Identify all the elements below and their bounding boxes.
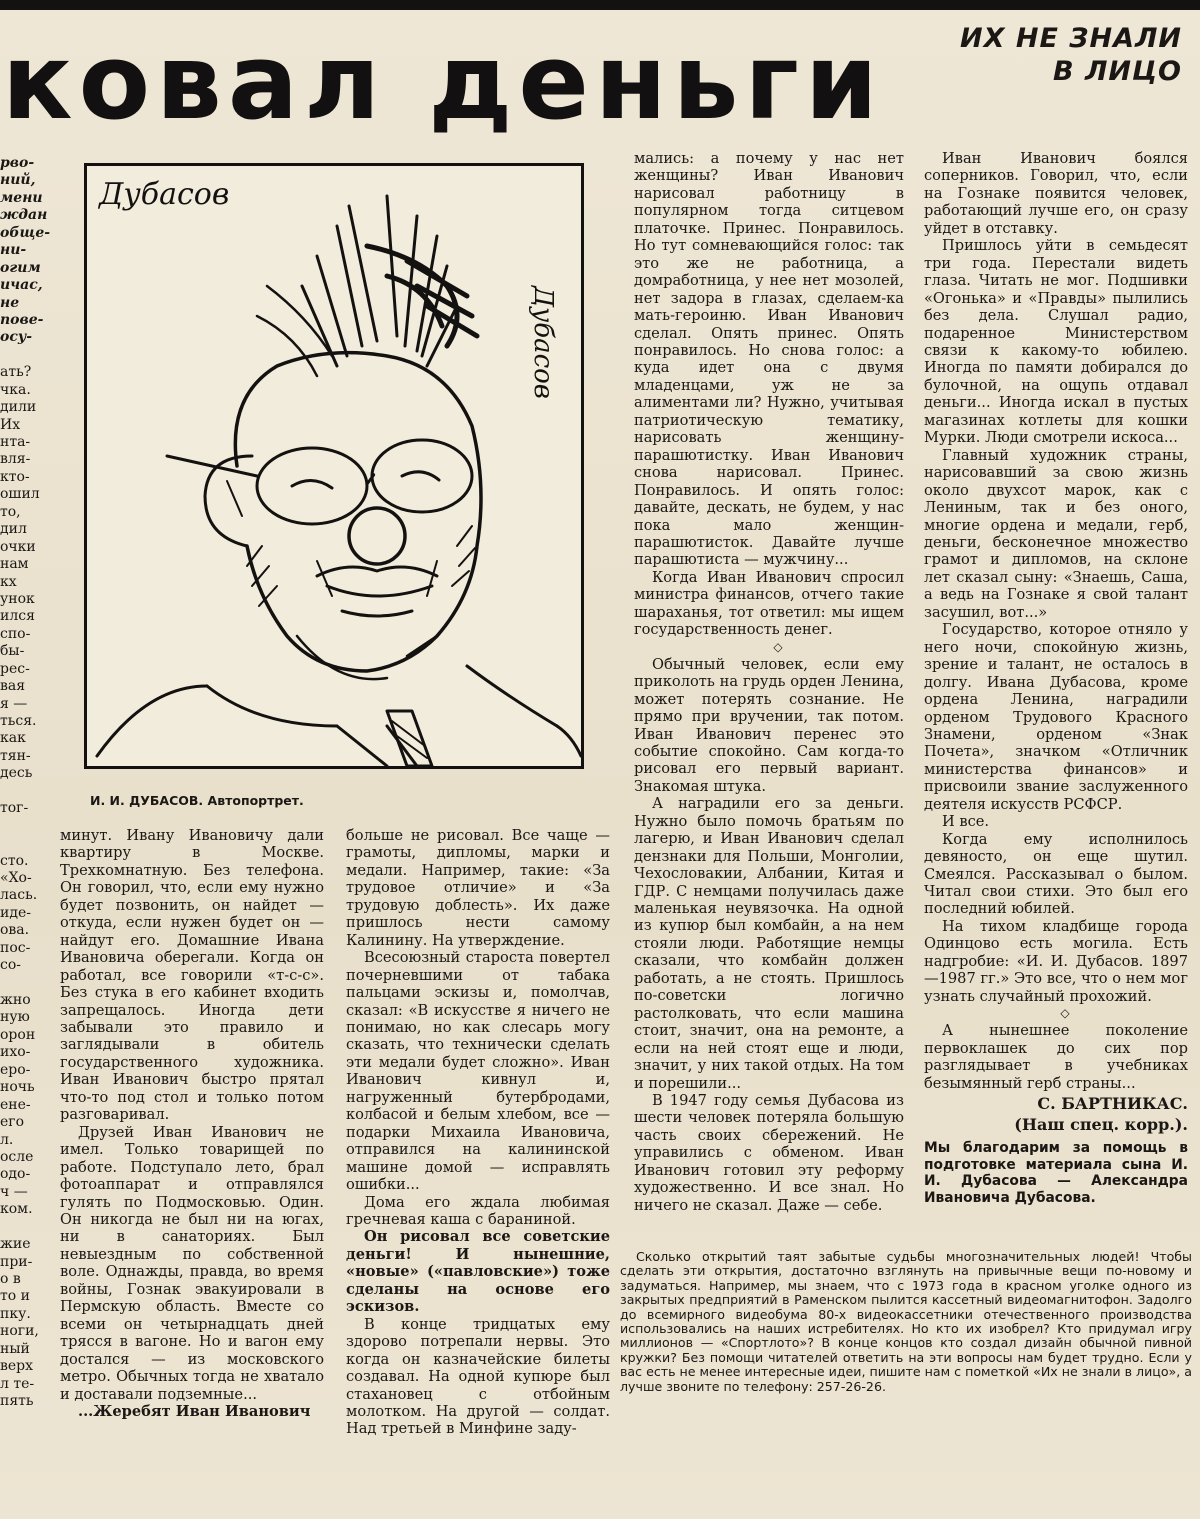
- edge-fragment: нта-: [0, 434, 31, 450]
- edge-fragment: ноги,: [0, 1323, 39, 1340]
- edge-fragment: орон: [0, 1026, 36, 1043]
- paragraph: больше не рисовал. Все чаще — грамоты, дипломы, марки и медали. Например, такие: «За трудовое отличие» и «За трудовую доблесть». Их даже пришлось нести самому Калинину. На утверждение.: [346, 827, 610, 949]
- rubric: [960, 22, 1182, 88]
- scribble-right: Дубасов: [528, 286, 558, 399]
- edge-fragment: тян-: [0, 747, 31, 764]
- paragraph: ...Жеребят Иван Иванович: [78, 1402, 311, 1420]
- footnote-text: Сколько открытий таят забытые судьбы многозначительных людей! Чтобы сделать эти открытия, достаточно взглянуть на привычные вещи по-новому и задуматься. Например, мы знаем, что с 1973 года в красном уголке одного из закрытых предприятий в Раменском пылится кассетный видеомагнитофон. Задолго до всемирного видеобума 80-х видеокассетники отечественного производства использовались на наших истребителях. Но кто их изобрел? Кто придумал игру миллионов — «Спортлото»? В конце концов кто создал дизайн обычной пивной кружки? Без помощи читателей ответить на эти вопросы нам будет трудно. Если у вас есть не менее интересные идеи, пишите нам с пометкой «Их не знали в лицо», а лучше звоните по телефону: 257-26-26.: [620, 1249, 1192, 1394]
- edge-fragment: иде-: [0, 904, 31, 921]
- edge-fragment: спо-: [0, 625, 31, 642]
- edge-fragment: то,: [0, 503, 21, 520]
- edge-fragment: ичас,: [0, 277, 43, 294]
- edge-fragment: то и: [0, 1288, 30, 1305]
- edge-fragment: [0, 975, 40, 992]
- paragraph: Государство, которое отняло у него ночи, спокойную жизнь, зрение и талант, не осталось в долгу. Ивана Дубасова, кроме ордена Ленина, наградили орденом Трудового Красного Знамени, орденом «Знак Почета», значком «Отличник министерства финансов» и присвоили звание заслуженного деятеля искусств РСФСР.: [924, 621, 1188, 813]
- edge-fragment: ни-: [0, 242, 27, 259]
- paragraph: А наградили его за деньги. Нужно было помочь братьям по лагерю, и Иван Иванович сделал дензнаки для Польши, Монголии, Чехословакии, Албании, Китая и ГДР. С немцами получилась даже маленькая неувязочка. На одной из купюр был комбайн, а на нем стояли люди. Работящие немцы сказали, что комбайн должен работать, а не стоять. Пришлось по-советски логично растолковать, что если машина стоит, значит, она на ремонте, а если на ней стоят еще и люди, значит, у них такой отдых. На том и порешили...: [634, 795, 904, 1092]
- edge-fragment: еро-: [0, 1061, 31, 1078]
- edge-fragment: не: [0, 294, 20, 311]
- edge-fragment: ный: [0, 1340, 30, 1357]
- paragraph: И все.: [942, 813, 990, 831]
- edge-fragment: одо-: [0, 1166, 31, 1183]
- portrait-sketch: [87, 166, 581, 766]
- edge-fragment: л те-: [0, 1375, 35, 1392]
- paragraph: Друзей Иван Иванович не имел. Только товарищей по работе. Подступало лето, брал фотоаппарат и отправлялся гулять по Подмосковью. Один. Он никогда не был ни на югах, ни в санаториях. Был невыездным по собственной воле. Однажды, правда, во время войны, Гознак эвакуировали в Пермскую область. Вместе со всеми он четырнадцать дней трясся в вагоне. Но и вагон ему достался — из московского метро. Обычных тогда не хватало и доставали подземные...: [60, 1123, 324, 1403]
- paragraph: А нынешнее поколение первоклашек до сих пор разглядывает в учебниках безымянный герб страны...: [924, 1022, 1188, 1092]
- edge-fragment: обще-: [0, 224, 51, 241]
- edge-fragment: верх: [0, 1358, 34, 1375]
- paragraph: Иван Иванович боялся соперников. Говорил, что, если на Гознаке появится человек, работающий лучше его, он сразу уйдет в отставку.: [924, 150, 1188, 237]
- edge-fragment: огим: [0, 259, 41, 276]
- edge-fragment: тог-: [0, 800, 29, 817]
- edge-fragment: ком.: [0, 1201, 33, 1218]
- edge-fragment: [0, 835, 40, 852]
- author-role: (Наш спец. корр.).: [1014, 1115, 1188, 1135]
- edge-fragment: десь: [0, 765, 33, 782]
- edge-fragment: [0, 783, 40, 800]
- edge-fragment: пос-: [0, 939, 31, 956]
- rubric-line-1: ИХ НЕ ЗНАЛИ: [960, 23, 1182, 54]
- edge-fragment: ошил: [0, 486, 40, 503]
- edge-fragment: осле: [0, 1148, 34, 1165]
- paragraph: Главный художник страны, нарисовавший за свою жизнь около двухсот марок, как с Лениным, так и без оного, многие ордена и медали, герб, деньги, бесконечное множество грамот и дипломов, на склоне лет сказал сыну: «Знаешь, Саша, а ведь на Гознаке я свой талант засушил, вот...»: [924, 446, 1188, 621]
- edge-fragment: ч —: [0, 1183, 28, 1200]
- rubric-line-2: В ЛИЦО: [1052, 56, 1182, 87]
- edge-fragment: я —: [0, 695, 28, 712]
- edge-fragment: ждан: [0, 207, 48, 224]
- edge-fragment: енe-: [0, 1096, 31, 1113]
- paragraph: В 1947 году семья Дубасова из шести человек потеряла большую часть своих сбережений. Не управились с обменом. Иван Иванович готовил эту реформу художественно. И все знал. Но ничего не сказал. Даже — себе.: [634, 1092, 904, 1214]
- edge-fragment: со-: [0, 957, 21, 974]
- edge-fragment: вля-: [0, 451, 31, 468]
- edge-fragment: бы-: [0, 643, 25, 660]
- column-4: [924, 150, 1188, 1206]
- edge-fragment: о в: [0, 1271, 21, 1287]
- edge-fragment: ихо-: [0, 1044, 31, 1061]
- self-portrait-drawing: [84, 163, 584, 769]
- edge-fragment: ться.: [0, 713, 37, 729]
- edge-fragment: при-: [0, 1253, 33, 1270]
- paragraph: В конце тридцатых ему здорово потрепали нервы. Это когда он казначейские билеты создавал. На одной купюре был стахановец с отбойным молотком. На другой — солдат. Над третьей в Минфине заду-: [346, 1315, 610, 1438]
- author-name: С. БАРТНИКАС.: [1037, 1094, 1188, 1114]
- paragraph: Всесоюзный староста повертел почерневшими от табака пальцами эскизы и, помолчав, сказал: «В искусстве я ничего не понимаю, но как слесарь могу сказать, что технически сделать эти медали будет сложно». Иван Иванович кивнул и, нагруженный бутербродами, колбасой и белым хлебом, все — подарки Михаила Ивановича, отправился на калининской машине домой — исправлять ошибки...: [346, 949, 610, 1194]
- edge-fragment: рес-: [0, 660, 30, 677]
- editorial-footnote: [620, 1250, 1192, 1394]
- edge-fragment: вая: [0, 678, 26, 695]
- edge-fragment: пове-: [0, 311, 44, 328]
- edge-fragment: осу-: [0, 329, 33, 346]
- edge-fragment: мени: [0, 189, 43, 206]
- edge-fragment: ную: [0, 1009, 30, 1026]
- edge-fragment: ова.: [0, 922, 30, 939]
- edge-fragment: [0, 818, 40, 835]
- acknowledgement: Мы благодарим за помощь в подготовке материала сына И. И. Дубасова — Александра Ивановича Дубасова.: [924, 1140, 1188, 1206]
- edge-fragment: унок: [0, 590, 35, 607]
- edge-fragment: ний,: [0, 172, 36, 189]
- edge-fragment: жно: [0, 992, 31, 1008]
- edge-fragment: его: [0, 1114, 25, 1131]
- edge-fragment: л.: [0, 1131, 14, 1148]
- paragraph: Дома его ждала любимая гречневая каша с бараниной.: [346, 1193, 610, 1228]
- paragraph: Когда Иван Иванович спросил министра финансов, отчего такие шараханья, тот ответил: мы ищем государственность денег.: [634, 568, 904, 639]
- paragraph: Обычный человек, если ему приколоть на грудь орден Ленина, может потерять сознание. Не прямо при вручении, так потом. Иван Иванович перенес это событие спокойно. Сам когда-то рисовал его первый вариант. Знакомая штука.: [634, 655, 904, 795]
- edge-fragment: пять: [0, 1393, 34, 1410]
- edge-fragment: очки: [0, 538, 36, 555]
- column-3: [634, 150, 904, 1214]
- edge-fragment: дил: [0, 521, 27, 538]
- edge-fragment: ился: [0, 608, 35, 625]
- edge-fragment: [0, 1219, 40, 1236]
- paragraph: мались: а почему у нас нет женщины? Иван Иванович нарисовал работницу в популярном тогда ситцевом платочке. Принес. Понравилось. Но тут сомневающийся голос: так это же не работница, а домработница, у нее нет мозолей, нет задора в глазах, сделаем-ка мать-героиню. Иван Иванович сделал. Опять принес. Опять понравилось. Но снова голос: а куда идет она с двумя младенцами, уж не за алиментами ли? Нужно, учитывая патриотическую тематику, нарисовать женщину-парашютистку. Иван Иванович снова нарисовал. Принес. Понравилось. И опять голос: давайте, дескать, не будем, у нас пока мало женщин-парашютисток. Давайте лучше парашютиста — мужчину...: [634, 150, 904, 569]
- cropped-left-column: [0, 155, 51, 1411]
- edge-fragment: сто.: [0, 852, 29, 869]
- portrait-caption: И. И. ДУБАСОВ. Автопортрет.: [90, 793, 304, 808]
- show-through-print: [590, 600, 622, 682]
- edge-fragment: [0, 347, 40, 364]
- paragraph: Когда ему исполнилось девяносто, он еще шутил. Смеялся. Рассказывал о былом. Читал свои стихи. Это был его последний юбилей.: [924, 830, 1188, 918]
- edge-fragment: «Хо-: [0, 869, 32, 886]
- edge-fragment: как: [0, 730, 26, 747]
- edge-fragment: рво-: [0, 155, 35, 171]
- section-divider: ◇: [1060, 1006, 1070, 1021]
- paragraph: минут. Ивану Ивановичу дали квартиру в Москве. Трехкомнатную. Без телефона. Он говорил, что, если ему нужно будет позвонить, он найдет — откуда, если нужен будет он — найдут его. Домашние Ивана Ивановича оберегали. Когда он работал, все говорили «т-с-с». Без стука в его кабинет входить запрещалось. Иногда дети забывали это правило и заглядывали в обитель государственного художника. Иван Иванович быстро прятал что-то под стол и только потом разговаривал.: [60, 827, 324, 1124]
- edge-fragment: ать?: [0, 364, 32, 381]
- edge-fragment: Их: [0, 416, 21, 433]
- edge-fragment: лась.: [0, 887, 38, 904]
- paragraph: Он рисовал все советские деньги! И нынешние, «новые» («павловские») тоже сделаны на основе его эскизов.: [346, 1228, 610, 1316]
- paragraph: На тихом кладбище города Одинцово есть могила. Есть надгробие: «И. И. Дубасов. 1897—1987 гг.» Это все, что о нем мог узнать случайный прохожий.: [924, 917, 1188, 1005]
- paragraph: Пришлось уйти в семьдесят три года. Перестали видеть глаза. Читать не мог. Подшивки «Огонька» и «Правды» пылились без дела. Слушал радио, подаренное Министерством связи к какому-то юбилею. Иногда по памяти добирался до булочной, на ощупь отдавал деньги... Иногда искал в пустых магазинах котлеты для кошки Мурки. Люди смотрели искоса...: [924, 237, 1188, 447]
- edge-fragment: нам: [0, 556, 29, 573]
- column-2: [346, 827, 610, 1438]
- edge-fragment: жие: [0, 1236, 31, 1253]
- scribble-top: Дубасов: [99, 177, 230, 212]
- section-divider: ◇: [773, 639, 783, 654]
- edge-fragment: кто-: [0, 468, 30, 485]
- edge-fragment: кх: [0, 573, 17, 590]
- edge-fragment: пку.: [0, 1305, 31, 1322]
- edge-fragment: ночь: [0, 1079, 35, 1096]
- column-1: [60, 827, 324, 1420]
- edge-fragment: дили: [0, 399, 37, 416]
- headline: ковал деньги: [2, 21, 884, 143]
- top-rule: [0, 0, 1200, 10]
- edge-fragment: чка.: [0, 381, 31, 398]
